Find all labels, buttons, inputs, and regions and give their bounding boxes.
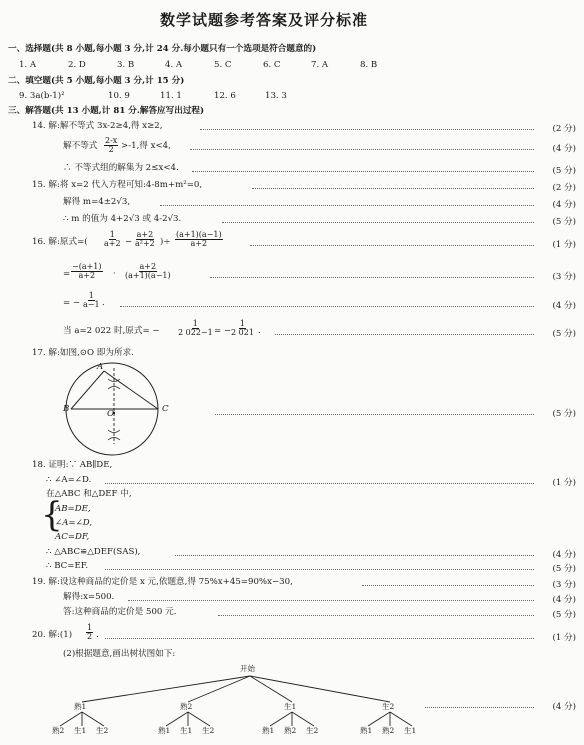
q19-score-3: (5 分) — [552, 610, 576, 620]
q20-line-2: (2)根据题意,画出树状图如下: — [63, 649, 176, 659]
q20-line-1-end: . — [96, 630, 99, 640]
tree-edge — [292, 712, 314, 726]
tree-node-l1: 熟1 — [74, 702, 87, 711]
tree-node-l1: 生1 — [284, 702, 297, 711]
tree-edge — [390, 712, 412, 726]
s1-answer: 7. A — [311, 60, 329, 70]
q15-line-3: ∴ m 的值为 4+2√3 或 4-2√3. — [63, 214, 182, 224]
s1-answer: 1. A — [19, 60, 37, 70]
s2-answer: 10. 9 — [108, 91, 130, 101]
section-3-heading: 三、解答题(共 13 小题,计 81 分.解答应写出过程) — [8, 106, 205, 116]
q14-score-1: (2 分) — [552, 124, 576, 134]
q18-score-2: (4 分) — [552, 550, 576, 560]
tree-node-l2: 生1 — [74, 726, 87, 735]
q16-op: )÷ — [160, 237, 171, 247]
fraction-numerator: 1 — [87, 623, 93, 632]
q18-line-4: ∴ △ABC≌△DEF(SAS), — [46, 547, 141, 557]
q16-score-3: (4 分) — [552, 301, 576, 311]
dot-leader — [252, 188, 534, 189]
q16-line-4-start: 当 a=2 022 时,原式= − — [63, 326, 160, 336]
s2-answer: 11. 1 — [160, 91, 182, 101]
tree-node-l2: 生2 — [306, 726, 319, 735]
point-label-c: C — [162, 404, 169, 414]
dot-leader — [120, 306, 534, 307]
q16-score-1: (1 分) — [552, 240, 576, 250]
q18-condition-2: ∠A=∠D, — [55, 518, 93, 528]
dot-leader — [105, 638, 534, 639]
tree-edge — [82, 712, 104, 726]
dot-leader — [105, 483, 534, 484]
q14-line-2-end: >-1,得 x<4, — [121, 141, 171, 151]
q20-fraction — [86, 624, 93, 642]
q20-line-1-start: 20. 解:(1) — [32, 630, 73, 640]
q18-line-5: ∴ BC=EF. — [46, 561, 89, 571]
dot-leader — [275, 334, 534, 335]
tree-edge — [188, 676, 250, 702]
q14-score-3: (5 分) — [552, 166, 576, 176]
fraction-numerator: 2-x — [105, 136, 118, 145]
q16-fraction-3 — [175, 231, 223, 249]
dot-leader — [128, 600, 534, 601]
q16-op: · — [113, 269, 116, 279]
dot-leader — [218, 615, 534, 616]
s1-answer: 5. C — [214, 60, 232, 70]
tree-node-l1: 熟2 — [180, 702, 193, 711]
fraction-numerator: 1 — [192, 319, 198, 328]
tree-node-l2: 熟1 — [262, 726, 275, 735]
dot-leader — [200, 129, 534, 130]
q18-line-3: 在△ABC 和△DEF 中, — [46, 489, 132, 499]
q16-op: = − — [214, 326, 232, 336]
tree-edge — [82, 676, 250, 702]
segment-ab — [71, 371, 104, 409]
q14-line-1: 14. 解:解不等式 3x-2≥4,得 x≥2, — [32, 121, 163, 131]
q19-line-2: 解得:x=500. — [63, 592, 115, 602]
tree-edge — [270, 712, 292, 726]
q18-score-1: (1 分) — [552, 478, 576, 488]
dot-leader — [105, 569, 534, 570]
fraction-denominator: 2 022−1 — [178, 328, 213, 338]
tree-node-l2: 熟1 — [158, 726, 171, 735]
tree-edge — [368, 712, 390, 726]
tree-edge — [60, 712, 82, 726]
s1-answer: 2. D — [68, 60, 86, 70]
tree-diagram-lines — [60, 672, 420, 732]
q16-score-2: (3 分) — [552, 272, 576, 282]
q16-fraction-4 — [71, 263, 103, 281]
q19-score-1: (3 分) — [552, 580, 576, 590]
fraction-denominator: (a+1)(a−1) — [125, 271, 171, 281]
fraction-numerator: −(a+1) — [72, 262, 102, 271]
q18-condition-1: AB=DE, — [55, 504, 91, 514]
q14-fraction — [104, 137, 118, 155]
fraction-numerator: 1 — [239, 319, 245, 328]
fraction-numerator: a+2 — [136, 230, 154, 239]
fraction-denominator: a+2 — [78, 271, 96, 281]
tree-edge — [188, 712, 210, 726]
section-2-heading: 二、填空题(共 5 小题,每小题 3 分,计 15 分) — [8, 76, 185, 86]
dot-leader — [215, 414, 534, 415]
q18-score-3: (5 分) — [552, 564, 576, 574]
q19-line-3: 答:这种商品的定价是 500 元. — [63, 607, 177, 617]
s1-answer: 3. B — [117, 60, 135, 70]
system-brace: { — [41, 495, 63, 535]
dot-leader — [192, 171, 534, 172]
q15-score-1: (2 分) — [552, 183, 576, 193]
q19-score-2: (4 分) — [552, 595, 576, 605]
fraction-numerator: 1 — [88, 291, 94, 300]
tree-node-l2: 熟1 — [360, 726, 373, 735]
s1-answer: 4. A — [165, 60, 183, 70]
tree-node-l2: 熟2 — [382, 726, 395, 735]
tree-node-l2: 生1 — [180, 726, 193, 735]
q18-condition-3: AC=DF, — [55, 532, 90, 542]
dot-leader — [250, 245, 534, 246]
page-title: 数学试题参考答案及评分标准 — [160, 11, 369, 29]
tree-node-l1: 生2 — [382, 702, 395, 711]
q16-line-1-start: 16. 解:原式=( — [32, 237, 88, 247]
dot-leader — [210, 277, 534, 278]
s1-answer: 8. B — [360, 60, 378, 70]
q16-score-4: (5 分) — [552, 329, 576, 339]
q16-line-3-start: = − — [63, 298, 81, 308]
dot-leader — [190, 149, 534, 150]
tree-node-l2: 熟2 — [284, 726, 297, 735]
q18-line-1: 18. 证明:∵ AB∥DE, — [32, 460, 113, 470]
q16-fraction-2 — [134, 231, 156, 249]
fraction-denominator: 2 — [87, 632, 93, 642]
tree-edge — [166, 712, 188, 726]
q15-line-1: 15. 解:将 x=2 代入方程可知:4-8m+m²=0, — [32, 180, 203, 190]
q19-line-1: 19. 解:设这种商品的定价是 x 元,依题意,得 75%x+45=90%x−30, — [32, 577, 293, 587]
q18-line-2: ∴ ∠A=∠D. — [46, 475, 92, 485]
q15-score-3: (5 分) — [552, 217, 576, 227]
q17-score-1: (5 分) — [552, 409, 576, 419]
q20-score-2: (4 分) — [552, 702, 576, 712]
fraction-denominator: a+2 — [190, 239, 208, 249]
q16-fraction-6 — [82, 292, 101, 310]
fraction-denominator: a+2 — [104, 239, 121, 249]
tree-node-l2: 生1 — [404, 726, 417, 735]
segment-ac — [104, 371, 158, 409]
q14-line-2-start: 解不等式 — [63, 141, 98, 151]
tree-node-l2: 生2 — [96, 726, 109, 735]
q15-score-2: (4 分) — [552, 200, 576, 210]
q16-op: − — [125, 237, 133, 247]
fraction-denominator: 2 — [108, 145, 114, 155]
q16-line-4-end: . — [258, 326, 261, 336]
q16-fraction-7 — [177, 320, 214, 338]
s2-answer: 13. 3 — [265, 91, 287, 101]
tree-node-l2: 熟2 — [52, 726, 65, 735]
q14-line-3: ∴ 不等式组的解集为 2≤x<4. — [63, 163, 179, 173]
fraction-numerator: 1 — [109, 230, 115, 239]
q16-fraction-5 — [124, 263, 172, 281]
dot-leader — [362, 585, 534, 586]
fraction-numerator: (a+1)(a−1) — [176, 230, 222, 239]
q14-score-2: (4 分) — [552, 144, 576, 154]
fraction-numerator: a+2 — [139, 262, 157, 271]
section-1-heading: 一、选择题(共 8 小题,每小题 3 分,计 24 分.每小题只有一个选项是符合题意的) — [8, 44, 317, 54]
point-label-b: B — [63, 404, 70, 414]
q16-line-2-start: = — [63, 269, 71, 279]
q15-line-2: 解得 m=4±2√3, — [63, 197, 131, 207]
dot-leader — [425, 707, 534, 708]
q17-line-1: 17. 解:如图,⊙O 即为所求. — [32, 348, 134, 358]
q16-fraction-8 — [230, 320, 255, 338]
tree-node-l2: 生2 — [202, 726, 215, 735]
fraction-denominator: 2 021 — [231, 328, 254, 338]
dot-leader — [175, 555, 534, 556]
point-label-a: A — [97, 362, 104, 372]
point-label-o: O — [107, 409, 115, 419]
s2-answer: 12. 6 — [214, 91, 236, 101]
q16-fraction-1 — [103, 231, 122, 249]
fraction-denominator: a²+2 — [135, 239, 155, 249]
dot-leader — [160, 205, 534, 206]
fraction-denominator: a−1 — [83, 300, 100, 310]
dot-leader — [222, 222, 534, 223]
s2-answer: 9. 3a(b-1)² — [19, 91, 65, 101]
q20-score-1: (1 分) — [552, 633, 576, 643]
q16-line-3-end: . — [102, 298, 105, 308]
tree-root: 开始 — [240, 664, 255, 673]
s1-answer: 6. C — [263, 60, 281, 70]
